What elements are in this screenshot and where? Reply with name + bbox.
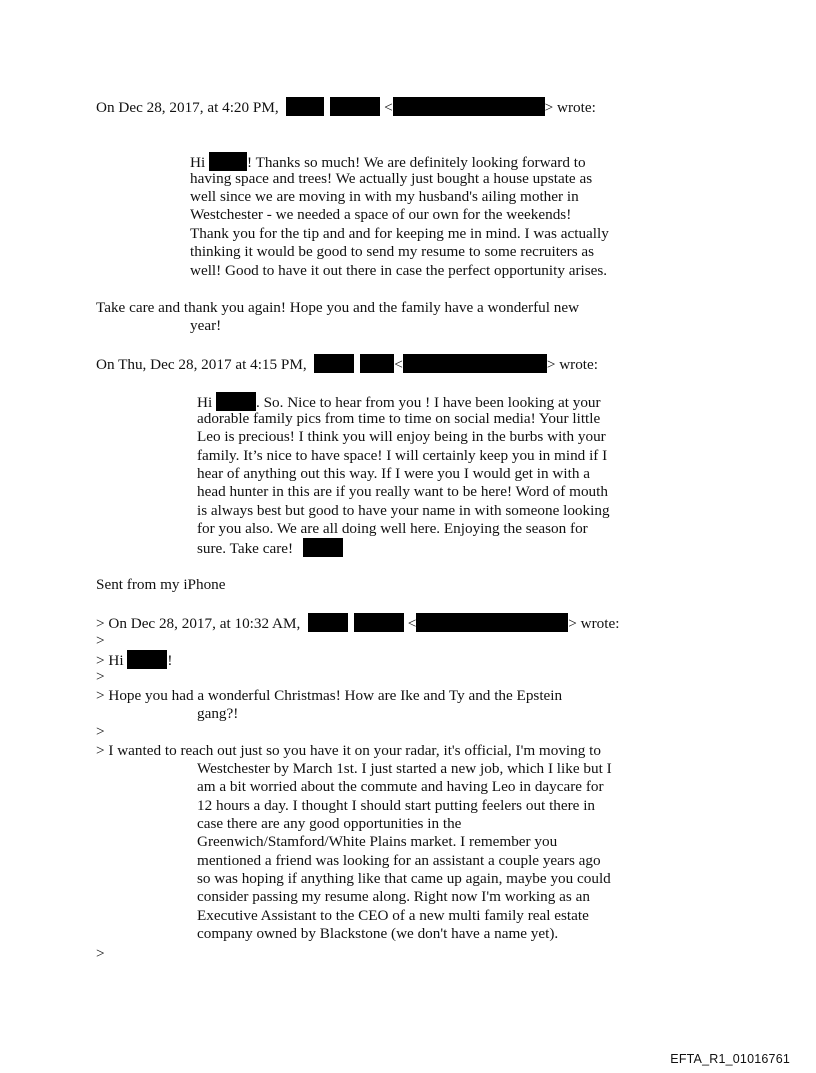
email-header-2 xyxy=(96,354,598,374)
header-wrote: > wrote: xyxy=(568,615,620,632)
redaction-block xyxy=(416,613,568,632)
redaction-block xyxy=(303,538,343,557)
message-1-line: well! Good to have it out there in case the perfect opportunity arises. xyxy=(190,262,608,279)
message-2-line: hear of anything out this way. If I were you I would get in with a xyxy=(197,465,590,482)
message-1-line: well since we are moving in with my husband's ailing mother in xyxy=(190,188,579,205)
quote-marker: > xyxy=(96,945,105,962)
quoted-line: mentioned a friend was looking for an assistant a couple years ago xyxy=(197,852,601,869)
message-1-line: Thank you for the tip and and for keeping me in mind. I was actually xyxy=(190,225,609,242)
document-id-footer: EFTA_R1_01016761 xyxy=(670,1052,790,1066)
quoted-line: > Hope you had a wonderful Christmas! How are Ike and Ty and the Epstein xyxy=(96,687,563,704)
greeting: Hi xyxy=(197,394,213,411)
quoted-line: Westchester by March 1st. I just started a new job, which I like but I xyxy=(197,760,612,777)
quoted-line: consider passing my resume along. Right now I'm working as an xyxy=(197,888,590,905)
quote-marker: > xyxy=(96,632,105,649)
email-header-1 xyxy=(96,97,596,117)
quoted-line: gang?! xyxy=(197,705,239,722)
message-2-line: head hunter in this are if you really want to be here! Word of mouth xyxy=(197,483,608,500)
message-2-line: family. It’s nice to have space! I will certainly keep you in mind if I xyxy=(197,447,608,464)
redaction-block xyxy=(127,650,167,669)
message-2-line: is always best but good to have your name in with someone looking xyxy=(197,502,610,519)
message-2-line: Leo is precious! I think you will enjoy being in the burbs with your xyxy=(197,428,606,445)
message-text: . So. Nice to hear from you ! I have been looking at your xyxy=(255,394,601,411)
message-text: ! Thanks so much! We are definitely looking forward to xyxy=(246,154,586,171)
redaction-block xyxy=(330,97,380,116)
greeting: > Hi xyxy=(96,652,124,669)
redaction-block xyxy=(403,354,547,373)
header-wrote: > wrote: xyxy=(546,356,598,373)
header-date-text: On Thu, Dec 28, 2017 at 4:15 PM, xyxy=(96,356,307,373)
message-2-line xyxy=(197,392,601,412)
redaction-block xyxy=(354,613,404,632)
quoted-line: > I wanted to reach out just so you have it on your radar, it's official, I'm moving to xyxy=(96,742,601,759)
redaction-block xyxy=(393,97,545,116)
greeting: Hi xyxy=(190,154,206,171)
quoted-line: so was hoping if anything like that came up again, maybe you could xyxy=(197,870,611,887)
message-1-line xyxy=(190,152,586,172)
message-1-line: Westchester - we needed a space of our own for the weekends! xyxy=(190,206,572,223)
redaction-block xyxy=(209,152,247,171)
quoted-line: case there are any good opportunities in the xyxy=(197,815,462,832)
quoted-greeting-line xyxy=(96,650,172,670)
closing-line: year! xyxy=(190,317,222,334)
redaction-block xyxy=(314,354,354,373)
email-bracket-open: < xyxy=(384,99,393,116)
message-text: sure. Take care! xyxy=(197,540,294,557)
quoted-line: company owned by Blackstone (we don't have a name yet). xyxy=(197,925,559,942)
redaction-block xyxy=(216,392,256,411)
message-2-line xyxy=(197,538,343,558)
message-2-line: adorable family pics from time to time on social media! Your little xyxy=(197,410,601,427)
email-header-3 xyxy=(96,613,619,633)
email-bracket-open: < xyxy=(394,356,403,373)
email-bracket-open: < xyxy=(407,615,417,632)
closing-line: Take care and thank you again! Hope you and the family have a wonderful new xyxy=(96,299,580,316)
email-signature: Sent from my iPhone xyxy=(96,576,226,593)
quote-marker: > xyxy=(96,668,105,685)
quoted-line: Greenwich/Stamford/White Plains market. I remember you xyxy=(197,833,558,850)
quoted-line: Executive Assistant to the CEO of a new multi family real estate xyxy=(197,907,589,924)
greeting-punct: ! xyxy=(167,652,173,669)
redaction-block xyxy=(360,354,394,373)
header-date-text: > On Dec 28, 2017, at 10:32 AM, xyxy=(96,615,301,632)
message-2-line: for you also. We are all doing well here. Enjoying the season for xyxy=(197,520,588,537)
quoted-line: 12 hours a day. I thought I should start putting feelers out there in xyxy=(197,797,596,814)
quoted-line: am a bit worried about the commute and having Leo in daycare for xyxy=(197,778,604,795)
quote-marker: > xyxy=(96,723,105,740)
header-date-text: On Dec 28, 2017, at 4:20 PM, xyxy=(96,99,279,116)
message-1-line: thinking it would be good to send my resume to some recruiters as xyxy=(190,243,595,260)
message-1-line: having space and trees! We actually just bought a house upstate as xyxy=(190,170,593,187)
redaction-block xyxy=(308,613,348,632)
header-wrote: > wrote: xyxy=(544,99,596,116)
redaction-block xyxy=(286,97,324,116)
